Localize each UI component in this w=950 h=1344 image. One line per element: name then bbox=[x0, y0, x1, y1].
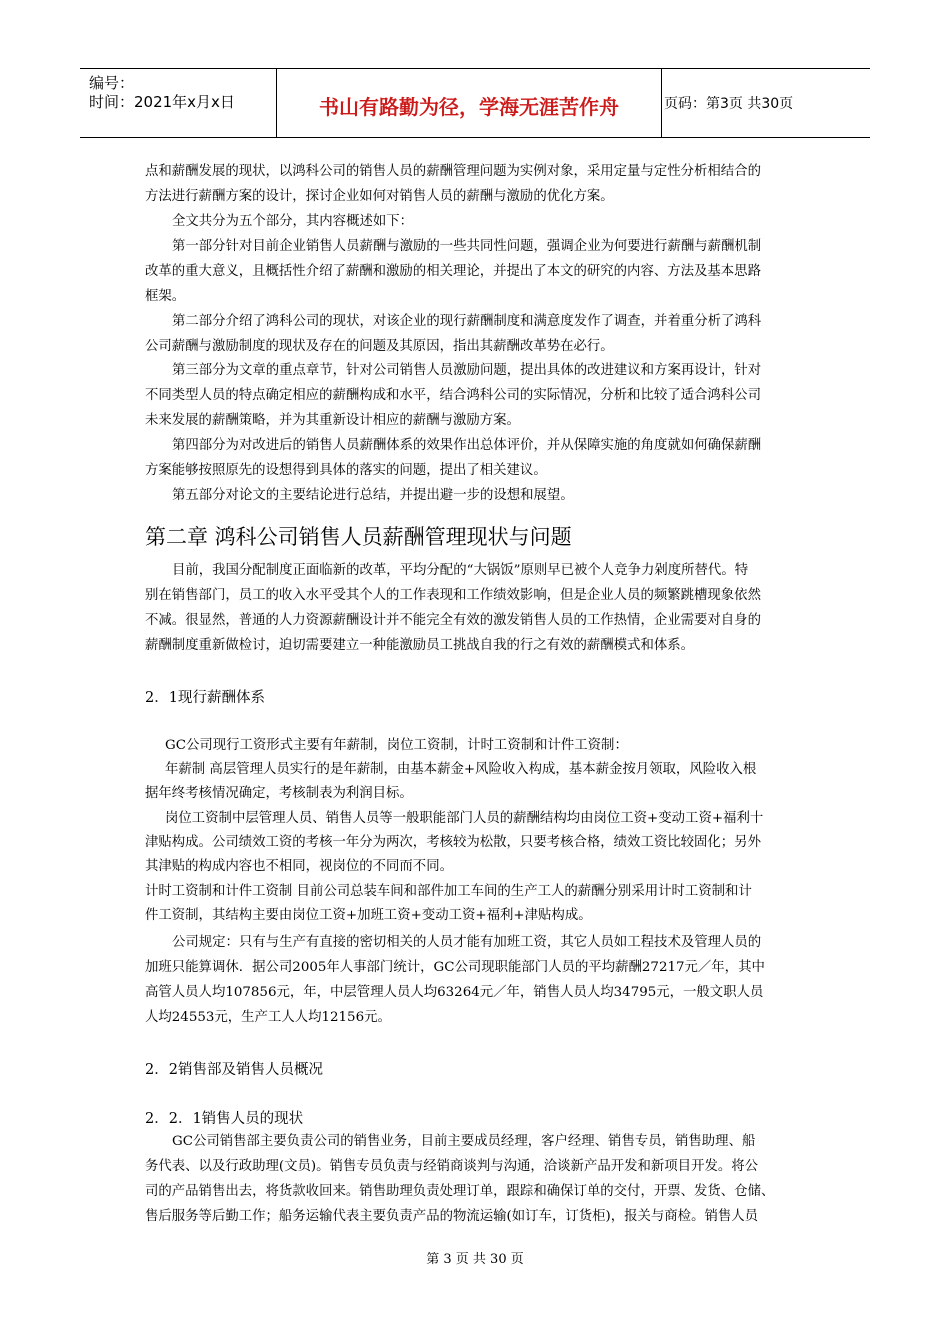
page-header bbox=[80, 68, 870, 138]
chapter-title: 第二章 鸿科公司销售人员薪酬管理现状与问题 bbox=[145, 525, 572, 549]
page-footer: 第 3 页 共 30 页 bbox=[426, 1252, 524, 1267]
header-page-number: 页码：第3页 共30页 bbox=[664, 96, 794, 112]
intro-line: 不同类型人员的特点确定相应的薪酬构成和水平，结合鸿科公司的实际情况，分析和比较了适合鸿科公司 bbox=[145, 388, 761, 403]
header-motto: 书山有路勤为径，学海无涯苦作舟 bbox=[319, 95, 619, 119]
chapter-line: 薪酬制度重新做检讨，迫切需要建立一种能激励员工挑战自我的行之有效的薪酬模式和体系。 bbox=[145, 638, 695, 653]
section-line: 据年终考核情况确定，考核制表为利润目标。 bbox=[145, 786, 413, 801]
intro-line: 全文共分为五个部分，其内容概述如下： bbox=[172, 214, 414, 229]
intro-line: 第五部分对论文的主要结论进行总结，并提出避一步的设想和展望。 bbox=[172, 488, 574, 503]
intro-line: 第一部分针对目前企业销售人员薪酬与激励的一些共同性问题，强调企业为何要进行薪酬与薪酬机制 bbox=[172, 239, 762, 254]
section-2-2-title: 2．2销售部及销售人员概况 bbox=[145, 1062, 323, 1078]
intro-line: 框架。 bbox=[145, 289, 186, 304]
section-2-1-title: 2．1现行薪酬体系 bbox=[145, 690, 265, 706]
intro-line: 方法进行薪酬方案的设计，探讨企业如何对销售人员的薪酬与激励的优化方案。 bbox=[145, 189, 614, 204]
intro-line: 第三部分为文章的重点章节，针对公司销售人员激励问题，提出具体的改进建议和方案再设计，针对 bbox=[172, 363, 762, 378]
header-meta bbox=[80, 69, 276, 137]
section-line: 司的产品销售出去，将货款收回来。销售助理负责处理订单，跟踪和确保订单的交付，开票、发货、仓储、 bbox=[145, 1184, 775, 1199]
section-line: 件工资制，其结构主要由岗位工资+加班工资+变动工资+福利+津贴构成。 bbox=[145, 908, 592, 923]
section-2-2-1-title: 2．2．1销售人员的现状 bbox=[145, 1111, 304, 1127]
intro-line: 公司薪酬与激励制度的现状及存在的问题及其原因，指出其薪酬改革势在必行。 bbox=[145, 339, 614, 354]
section-line: 务代表、以及行政助理(文员)。销售专员负责与经销商谈判与沟通，洽谈新产品开发和新项目开发。将公 bbox=[145, 1159, 759, 1174]
header-time: 时间：2021年x月x日 bbox=[89, 93, 235, 111]
chapter-line: 目前，我国分配制度正面临新的改革，平均分配的“大锅饭”原则早已被个人竞争力剁度所替代。特 bbox=[172, 563, 749, 578]
section-line: 计时工资制和计件工资制 目前公司总装车间和部件加工车间的生产工人的薪酬分别采用计时工资制和计 bbox=[145, 884, 752, 899]
section-line: 年薪制 高层管理人员实行的是年薪制，由基本薪金+风险收入构成，基本薪金按月领取，风险收入根 bbox=[165, 762, 757, 777]
intro-line: 第四部分为对改进后的销售人员薪酬体系的效果作出总体评价，并从保障实施的角度就如何确保薪酬 bbox=[172, 438, 762, 453]
intro-line: 未来发展的薪酬策略，并为其重新设计相应的薪酬与激励方案。 bbox=[145, 413, 520, 428]
intro-line: 第二部分介绍了鸿科公司的现状，对该企业的现行薪酬制度和满意度发作了调查，并着重分析了鸿科 bbox=[172, 314, 762, 329]
intro-line: 方案能够按照原先的设想得到具体的落实的问题，提出了相关建议。 bbox=[145, 463, 547, 478]
section-line: 岗位工资制中层管理人员、销售人员等一般职能部门人员的薪酬结构均由岗位工资+变动工资+福利十 bbox=[165, 811, 764, 826]
section-line: 人均24553元，生产工人人均12156元。 bbox=[145, 1010, 391, 1025]
header-motto-cell bbox=[276, 69, 662, 137]
section-line: GC公司现行工资形式主要有年薪制，岗位工资制，计时工资制和计件工资制： bbox=[165, 738, 628, 753]
section-line: 公司规定：只有与生产有直接的密切相关的人员才能有加班工资，其它人员如工程技术及管理人员的 bbox=[172, 935, 762, 950]
section-line: 高管人员人均107856元，年，中层管理人员人均63264元／年，销售人员人均34795元，一般文职人员 bbox=[145, 985, 764, 1000]
section-line: 其津贴的构成内容也不相同，视岗位的不同而不同。 bbox=[145, 859, 453, 874]
section-line: 加班只能算调休．据公司2005年人事部门统计，GC公司现职能部门人员的平均薪酬27217元／年，其中 bbox=[145, 960, 765, 975]
header-page-cell bbox=[660, 69, 870, 137]
intro-line: 改革的重大意义，且概括性介绍了薪酬和激励的相关理论，并提出了本文的研究的内容、方法及基本思路 bbox=[145, 264, 761, 279]
section-line: GC公司销售部主要负责公司的销售业务，目前主要成员经理，客户经理、销售专员，销售助理、船 bbox=[172, 1134, 756, 1149]
chapter-line: 不减。很显然，普通的人力资源薪酬设计并不能完全有效的激发销售人员的工作热情，企业需要对自身的 bbox=[145, 613, 761, 628]
intro-line: 点和薪酬发展的现状，以鸿科公司的销售人员的薪酬管理问题为实例对象，采用定量与定性分析相结合的 bbox=[145, 164, 761, 179]
section-line: 津贴构成。公司绩效工资的考核一年分为两次，考核较为松散，只要考核合格，绩效工资比较固化；另外 bbox=[145, 835, 761, 850]
chapter-line: 别在销售部门，员工的收入水平受其个人的工作表现和工作绩效影响，但是企业人员的频繁跳槽现象依然 bbox=[145, 588, 761, 603]
header-number: 编号： bbox=[89, 74, 135, 92]
section-line: 售后服务等后勤工作；船务运输代表主要负责产品的物流运输(如订车，订货柜)，报关与商检。销售人员 bbox=[145, 1209, 759, 1224]
